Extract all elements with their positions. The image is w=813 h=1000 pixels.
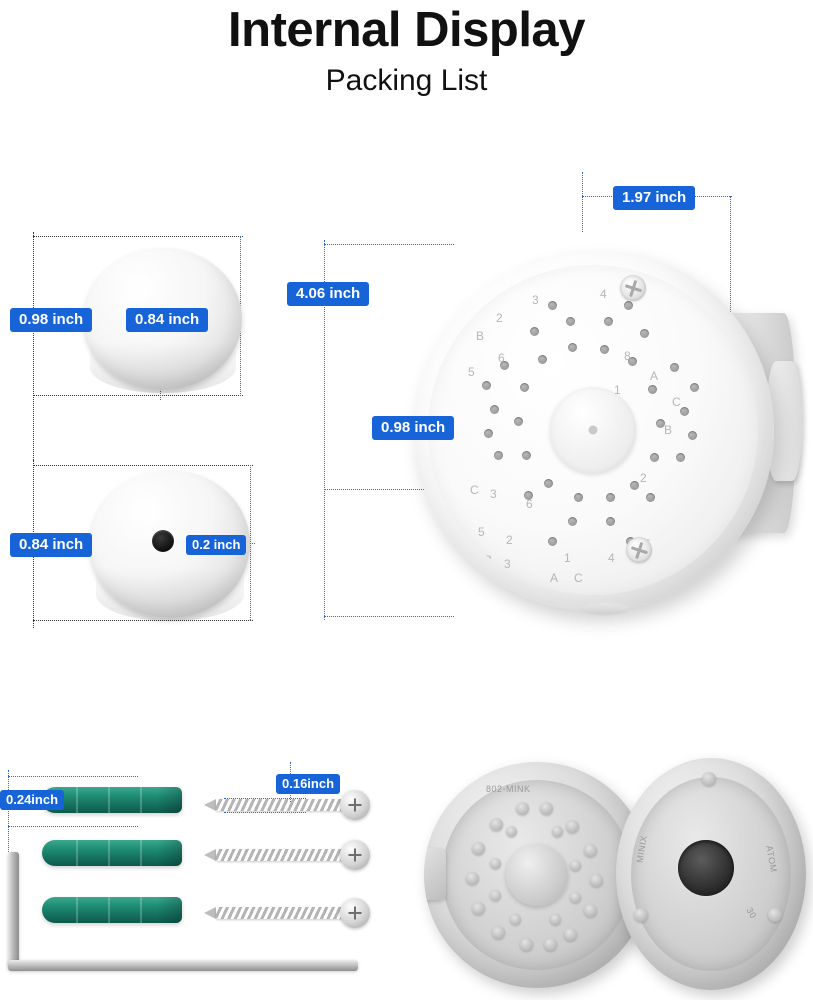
- face-hole: [568, 343, 577, 352]
- face-hole: [648, 385, 657, 394]
- metal-boss: [490, 858, 501, 869]
- face-hole: [624, 301, 633, 310]
- metal-boss: [510, 914, 521, 925]
- dimension-badge-anchor: 0.24inch: [0, 790, 64, 810]
- metal-boss: [520, 938, 533, 951]
- face-label: 3: [532, 293, 539, 307]
- guide-anchor-bottom: [8, 826, 138, 827]
- screw-head: [340, 840, 370, 870]
- face-hole: [688, 431, 697, 440]
- face-hole: [568, 517, 577, 526]
- metal-boss: [506, 826, 517, 837]
- mounting-screw-3: [216, 898, 370, 928]
- face-label: 4: [600, 287, 607, 301]
- face-hole: [690, 383, 699, 392]
- anchor-ridge: [108, 787, 110, 813]
- screw-shank: [216, 799, 346, 811]
- metal-cover: [616, 758, 806, 990]
- face-hole: [482, 381, 491, 390]
- face-label: 5: [468, 365, 475, 379]
- metal-boss: [516, 802, 529, 815]
- allen-key-short-arm: [8, 852, 19, 968]
- face-label: 8: [624, 349, 631, 363]
- face-hole: [604, 317, 613, 326]
- metal-cover-boss: [634, 908, 648, 922]
- metal-cover-tilt-label: 30: [744, 905, 759, 921]
- face-label: 6: [498, 351, 505, 365]
- anchor-ridge: [140, 897, 142, 923]
- cap-center-hole: [152, 530, 174, 552]
- screw-shank: [216, 907, 346, 919]
- dimension-badge-cap-bottom-width: 0.84 inch: [10, 533, 92, 557]
- face-hole: [522, 451, 531, 460]
- face-label: B: [664, 423, 673, 437]
- face-label: B: [476, 329, 485, 343]
- face-label: C: [672, 395, 681, 409]
- wall-anchor-3: [42, 897, 182, 923]
- guide-cap2-top: [33, 465, 253, 466]
- face-label: 2: [496, 311, 503, 325]
- metal-base-label: 802-MINK: [486, 784, 531, 794]
- screw-point: [204, 799, 216, 811]
- face-hole: [544, 479, 553, 488]
- face-hole: [530, 327, 539, 336]
- face-label: 3: [504, 557, 511, 571]
- anchor-ridge: [76, 840, 78, 866]
- metal-boss: [544, 938, 557, 951]
- face-hole: [494, 451, 503, 460]
- face-hole: [670, 363, 679, 372]
- metal-boss: [492, 926, 505, 939]
- dimension-badge-cap-top-width: 0.98 inch: [10, 308, 92, 332]
- guide-box-depth-left: [582, 172, 583, 232]
- face-label: A: [550, 571, 559, 585]
- page-title: Internal Display: [228, 3, 585, 57]
- metal-boss: [566, 820, 579, 833]
- face-label: 5: [478, 525, 485, 539]
- anchor-tip: [157, 787, 182, 813]
- face-hole: [538, 355, 547, 364]
- face-label: 1: [614, 383, 621, 397]
- guide-cap2-bottom: [33, 620, 253, 621]
- face-label: 2: [506, 533, 513, 547]
- guide-cap1-bottom: [33, 395, 243, 396]
- screw-head: [340, 790, 370, 820]
- page-subtitle: Packing List: [325, 64, 488, 97]
- mounting-screw-2: [216, 840, 370, 870]
- metal-boss: [490, 890, 501, 901]
- metal-boss: [466, 872, 479, 885]
- allen-key-long-arm: [8, 960, 358, 971]
- screw-head: [340, 898, 370, 928]
- face-hole: [574, 493, 583, 502]
- metal-boss: [570, 892, 581, 903]
- screw-point: [204, 849, 216, 861]
- guide-screw-bottom: [224, 812, 306, 813]
- junction-box-center-knob: [550, 387, 636, 473]
- face-hole: [600, 345, 609, 354]
- face-label: B: [484, 553, 493, 567]
- mounting-screw-1: [216, 790, 370, 820]
- face-hole: [606, 493, 615, 502]
- anchor-ridge: [140, 840, 142, 866]
- anchor-ridge: [108, 897, 110, 923]
- metal-boss: [584, 844, 597, 857]
- face-hole: [548, 301, 557, 310]
- dimension-badge-screw: 0.16inch: [276, 774, 340, 794]
- dimension-badge-box-plate: 0.98 inch: [372, 416, 454, 440]
- anchor-tip: [157, 897, 182, 923]
- metal-boss: [564, 928, 577, 941]
- dimension-badge-box-height: 4.06 inch: [287, 282, 369, 306]
- junction-box-face: [428, 265, 758, 595]
- metal-cover-label-2: ATOM: [764, 844, 779, 874]
- face-label: 1: [564, 551, 571, 565]
- face-hole: [646, 493, 655, 502]
- dimension-badge-box-depth: 1.97 inch: [613, 186, 695, 210]
- metal-cover-boss: [768, 908, 782, 922]
- anchor-ridge: [108, 840, 110, 866]
- metal-cover-boss: [702, 772, 716, 786]
- cap-rim: [96, 568, 243, 621]
- cap-rim: [90, 342, 235, 393]
- guide-anchor-top: [8, 776, 138, 777]
- mounting-screw-bottom: [626, 537, 652, 563]
- metal-boss: [472, 902, 485, 915]
- face-hole: [514, 417, 523, 426]
- face-label: A: [650, 369, 659, 383]
- metal-cover-label: MINIX: [634, 834, 650, 864]
- guide-screw-top: [224, 798, 306, 799]
- metal-boss: [590, 874, 603, 887]
- anchor-ridge: [76, 897, 78, 923]
- face-label: C: [470, 483, 479, 497]
- face-hole: [676, 453, 685, 462]
- anchor-ridge: [140, 787, 142, 813]
- metal-boss: [490, 818, 503, 831]
- metal-boss: [540, 802, 553, 815]
- face-hole: [566, 317, 575, 326]
- metal-mount-tab: [424, 848, 446, 900]
- face-label: 2: [640, 471, 647, 485]
- face-label: C: [574, 571, 583, 585]
- face-hole: [630, 481, 639, 490]
- junction-box-white: [404, 243, 804, 633]
- dimension-badge-cap-bottom-hole: 0.2 inch: [186, 535, 246, 555]
- anchor-ridge: [76, 787, 78, 813]
- metal-base-hub: [506, 844, 568, 906]
- metal-boss: [472, 842, 485, 855]
- metal-boss: [552, 826, 563, 837]
- face-hole: [640, 329, 649, 338]
- face-hole: [650, 453, 659, 462]
- face-label: 6: [526, 497, 533, 511]
- face-label: 3: [490, 487, 497, 501]
- guide-cap1-top: [33, 236, 243, 237]
- metal-boss: [550, 914, 561, 925]
- face-hole: [484, 429, 493, 438]
- face-label: 4: [608, 551, 615, 565]
- wall-anchor-2: [42, 840, 182, 866]
- guide-anchor-left: [8, 770, 9, 852]
- face-hole: [680, 407, 689, 416]
- face-hole: [520, 383, 529, 392]
- screw-shank: [216, 849, 346, 861]
- mounting-screw-top: [620, 275, 646, 301]
- metal-cover-port: [678, 840, 734, 896]
- junction-box-foot: [580, 603, 630, 615]
- face-hole: [490, 405, 499, 414]
- dimension-badge-cap-top-inner: 0.84 inch: [126, 308, 208, 332]
- anchor-tip: [157, 840, 182, 866]
- screw-point: [204, 907, 216, 919]
- face-hole: [548, 537, 557, 546]
- metal-boss: [584, 904, 597, 917]
- metal-boss: [570, 860, 581, 871]
- face-hole: [606, 517, 615, 526]
